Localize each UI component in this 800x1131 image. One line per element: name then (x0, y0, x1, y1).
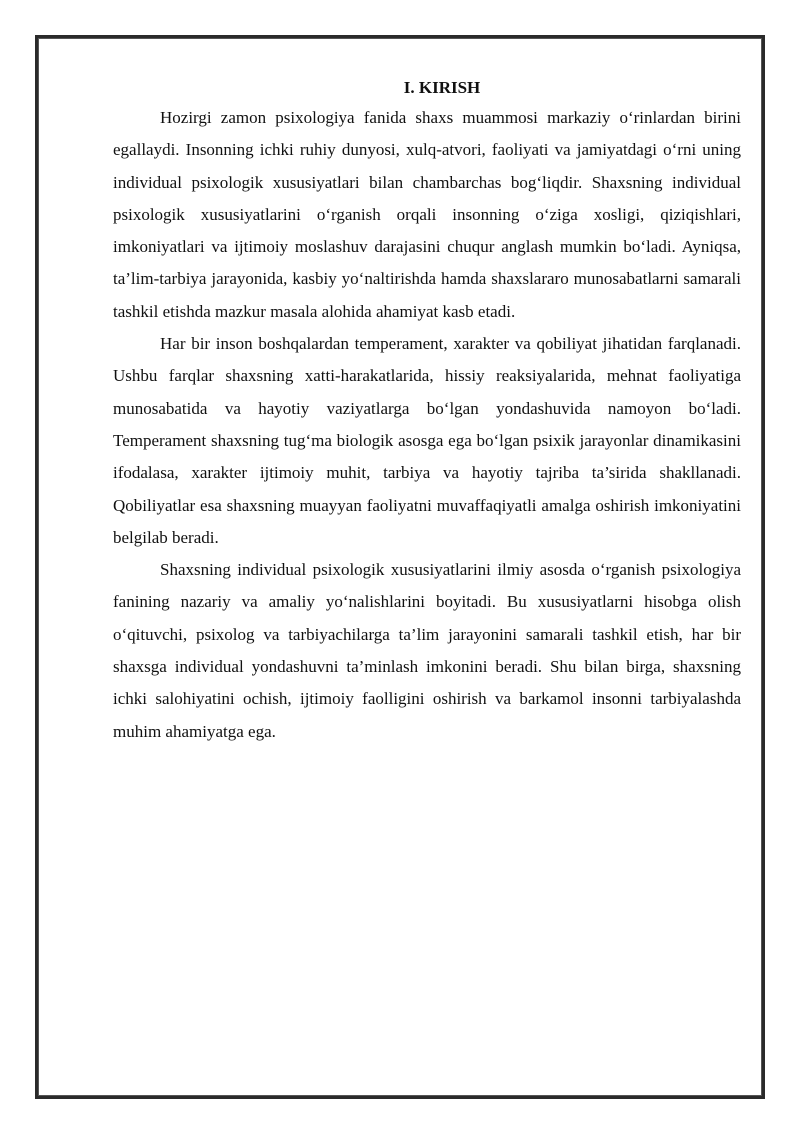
document-body (113, 76, 741, 748)
paragraph-1: Hozirgi zamon psixologiya fanida shaxs muammosi markaziy o‘rinlardan birini egallaydi. Insonning ichki ruhiy dunyosi, xulq-atvori, faoliyati va jamiyatdagi o‘rni uning individual psixologik xususiyatlari bilan chambarchas bog‘liqdir. Shaxsning individual psixologik xususiyatlarini o‘rganish orqali insonning o‘ziga xosligi, qiziqishlari, imkoniyatlari va ijtimoiy moslashuv darajasini chuqur anglash mumkin bo‘ladi. Ayniqsa, ta’lim-tarbiya jarayonida, kasbiy yo‘naltirishda hamda shaxslararo munosabatlarni samarali tashkil etishda mazkur masala alohida ahamiyat kasb etadi. (113, 108, 741, 321)
paragraph-3: Shaxsning individual psixologik xususiyatlarini ilmiy asosda o‘rganish psixologiya fanining nazariy va amaliy yo‘nalishlarini boyitadi. Bu xususiyatlarni hisobga olish o‘qituvchi, psixolog va tarbiyachilarga ta’lim jarayonini samarali tashkil etish, har bir shaxsga individual yondashuvni ta’minlash imkonini beradi. Shu bilan birga, shaxsning ichki salohiyatini ochish, ijtimoiy faolligini oshirish va barkamol insonni tarbiyalashda muhim ahamiyatga ega. (113, 560, 741, 741)
paragraph-2: Har bir inson boshqalardan temperament, xarakter va qobiliyat jihatidan farqlanadi. Ushbu farqlar shaxsning xatti-harakatlarida, hissiy reaksiyalarida, mehnat faoliyatiga munosabatida va hayotiy vaziyatlarga bo‘lgan yondashuvida namoyon bo‘ladi. Temperament shaxsning tug‘ma biologik asosga ega bo‘lgan psixik jarayonlar dinamikasini ifodalasa, xarakter ijtimoiy muhit, tarbiya va hayotiy tajriba ta’sirida shakllanadi. Qobiliyatlar esa shaxsning muayyan faoliyatni muvaffaqiyatli amalga oshirish imkoniyatini belgilab beradi. (113, 334, 741, 547)
section-title: I. KIRISH (403, 78, 481, 97)
